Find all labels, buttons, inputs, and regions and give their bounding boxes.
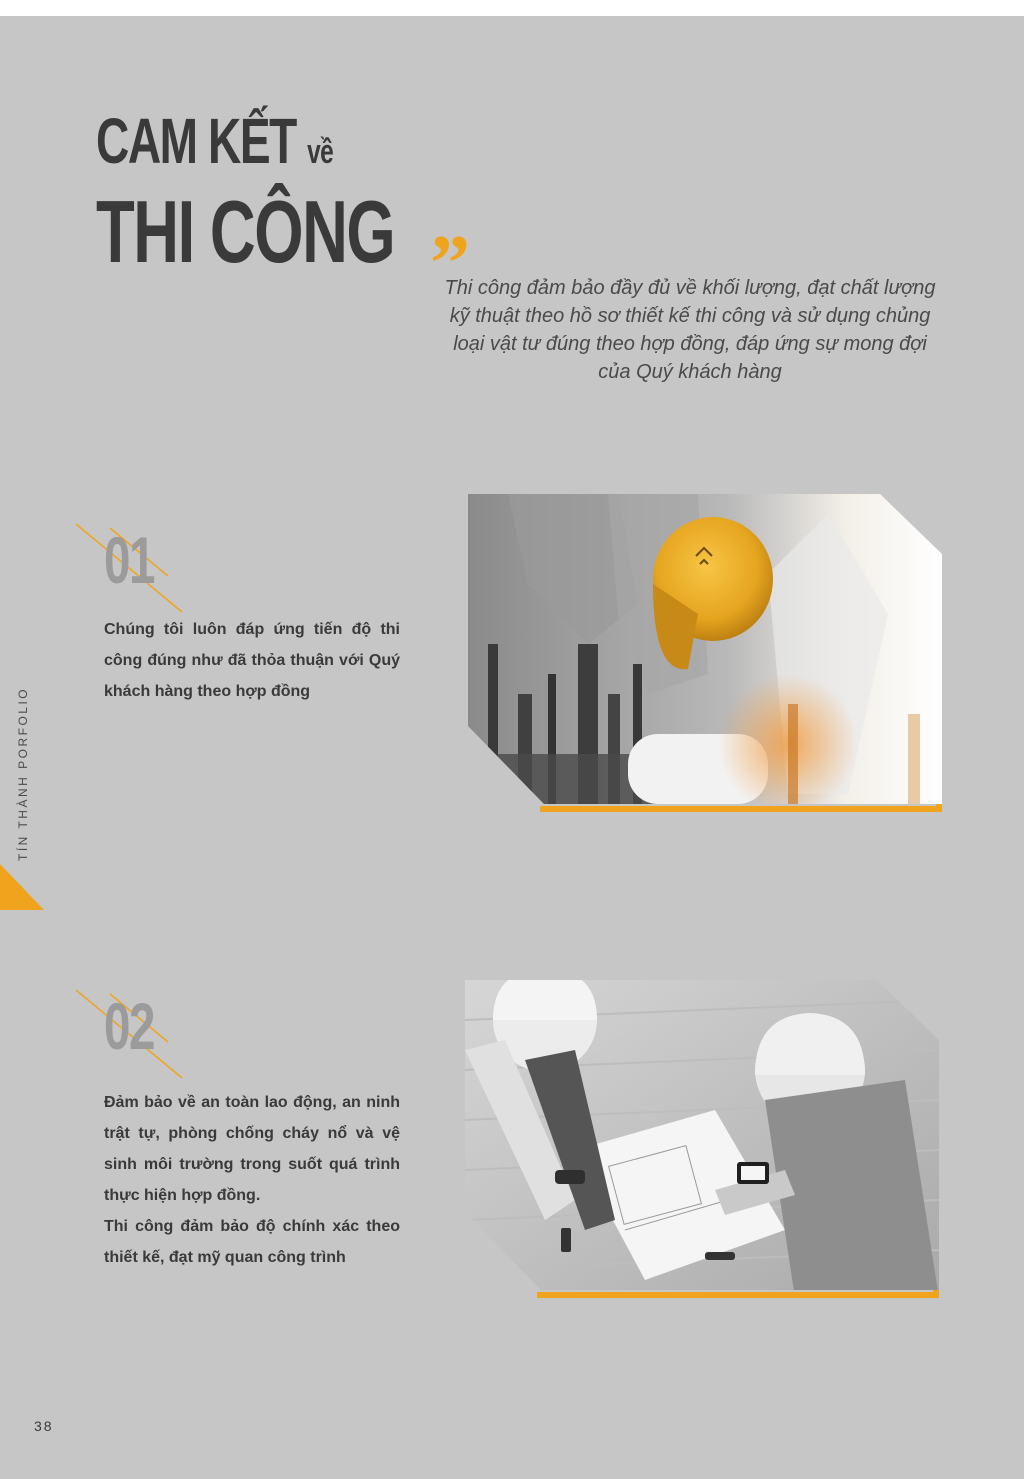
title-line-1 [96, 104, 333, 178]
engineers-blueprint-photo [465, 980, 939, 1298]
item-number-02: 02 [104, 989, 154, 1063]
sidebar-triangle-icon [0, 864, 44, 912]
title-small-word: về [307, 133, 333, 171]
quote-text: Thi công đảm bảo đầy đủ về khối lượng, đạt chất lượng kỹ thuật theo hồ sơ thiết kế thi công và sử dụng chủng loại vật tư đúng theo hợp đồng, đáp ứng sự mong đợi của Quý khách hàng [444, 277, 936, 383]
sidebar-label: TÍN THÀNH PORFOLIO [16, 686, 30, 861]
item-text-01: Chúng tôi luôn đáp ứng tiến độ thi công đúng như đã thỏa thuận với Quý khách hàng theo hợp đồng [104, 621, 400, 700]
title-main: CAM KẾT [96, 105, 296, 177]
item-text-02 [104, 1087, 400, 1273]
title-line-2: THI CÔNG [96, 182, 395, 281]
item-text-02-paragraph-2: Thi công đảm bảo độ chính xác theo thiết kế, đạt mỹ quan công trình [104, 1218, 400, 1266]
page-number: 38 [34, 1418, 54, 1434]
quote-mark-icon: ” [430, 220, 470, 308]
item-number-01: 01 [104, 523, 154, 597]
page [0, 16, 1024, 1479]
worker-helmet-photo [468, 494, 942, 812]
item-text-02-paragraph-1: Đảm bảo về an toàn lao động, an ninh trật tự, phòng chống cháy nổ và vệ sinh môi trường trong suốt quá trình thực hiện hợp đồng. [104, 1094, 400, 1204]
